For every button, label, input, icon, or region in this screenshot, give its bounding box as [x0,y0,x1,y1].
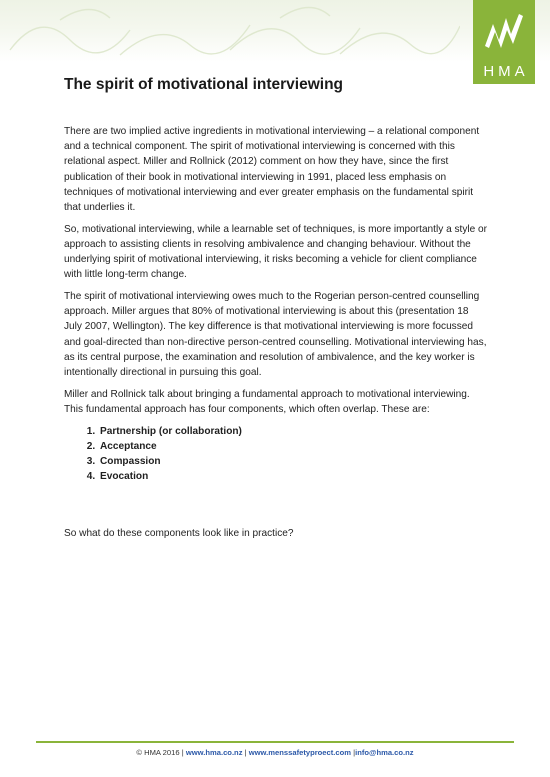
footer-copyright: © HMA 2016 [136,748,180,757]
footer-link-mens-safety[interactable]: www.menssafetyproect.com [248,748,352,757]
footer-separator: | [244,748,247,757]
header-watermark-pattern [0,0,460,62]
components-list [64,424,488,485]
footer-divider [36,741,514,743]
hma-brush-stroke-logo-icon [473,0,535,62]
component-item: 1. Partnership (or collaboration) [98,424,488,439]
body-content [64,124,488,484]
closing-question: So what do these components look like in practice? [64,528,294,539]
header-band [0,0,550,62]
page-title: The spirit of motivational interviewing [64,76,344,93]
component-item: 2. Acceptance [98,439,488,454]
footer-separator: | [181,748,184,757]
footer [0,747,550,758]
hma-logo-text: HMA [483,63,529,80]
component-item: 4. Evocation [98,469,488,484]
paragraph-rogerian: The spirit of motivational interviewing owes much to the Rogerian person-centred counselling approach. Miller argues that 80% of motivational interviewing is about this (presentation 18 July 2007, Wellington). The key difference is that motivational interviewing is more focussed and goal-directed than non-directive person-centred counselling. Motivational interviewing has, as its central purpose, the examination and resolution of ambivalence, and the key worker is intentionally directional in pursuing this goal. [64,291,487,379]
component-item: 3. Compassion [98,454,488,469]
paragraph-style: So, motivational interviewing, while a learnable set of techniques, is more importantly a style or approach to assisting clients in resolving ambivalence and changing behaviour. Without the underlying spirit of motivational interviewing, it risks becoming a vehicle for client compliance with little long-term change. [64,223,488,281]
footer-separator: | [353,748,356,757]
paragraph-intro: There are two implied active ingredients in motivational interviewing – a relational component and a technical component. The spirit of motivational interviewing is concerned with this relational aspect. Miller and Rollnick (2012) comment on how they have, since the first publication of their book in motivational interviewing in 1991, placed less emphasis on techniques of motivational interviewing and ever greater emphasis on the fundamental spirit that underlies it. [64,126,480,214]
footer-email-link[interactable]: info@hma.co.nz [355,748,414,757]
footer-link-hma[interactable]: www.hma.co.nz [185,748,243,757]
paragraph-components-intro: Miller and Rollnick talk about bringing a fundamental approach to motivational interviewing. This fundamental approach has four components, which often overlap. These are: [64,388,470,415]
hma-logo [473,0,535,84]
